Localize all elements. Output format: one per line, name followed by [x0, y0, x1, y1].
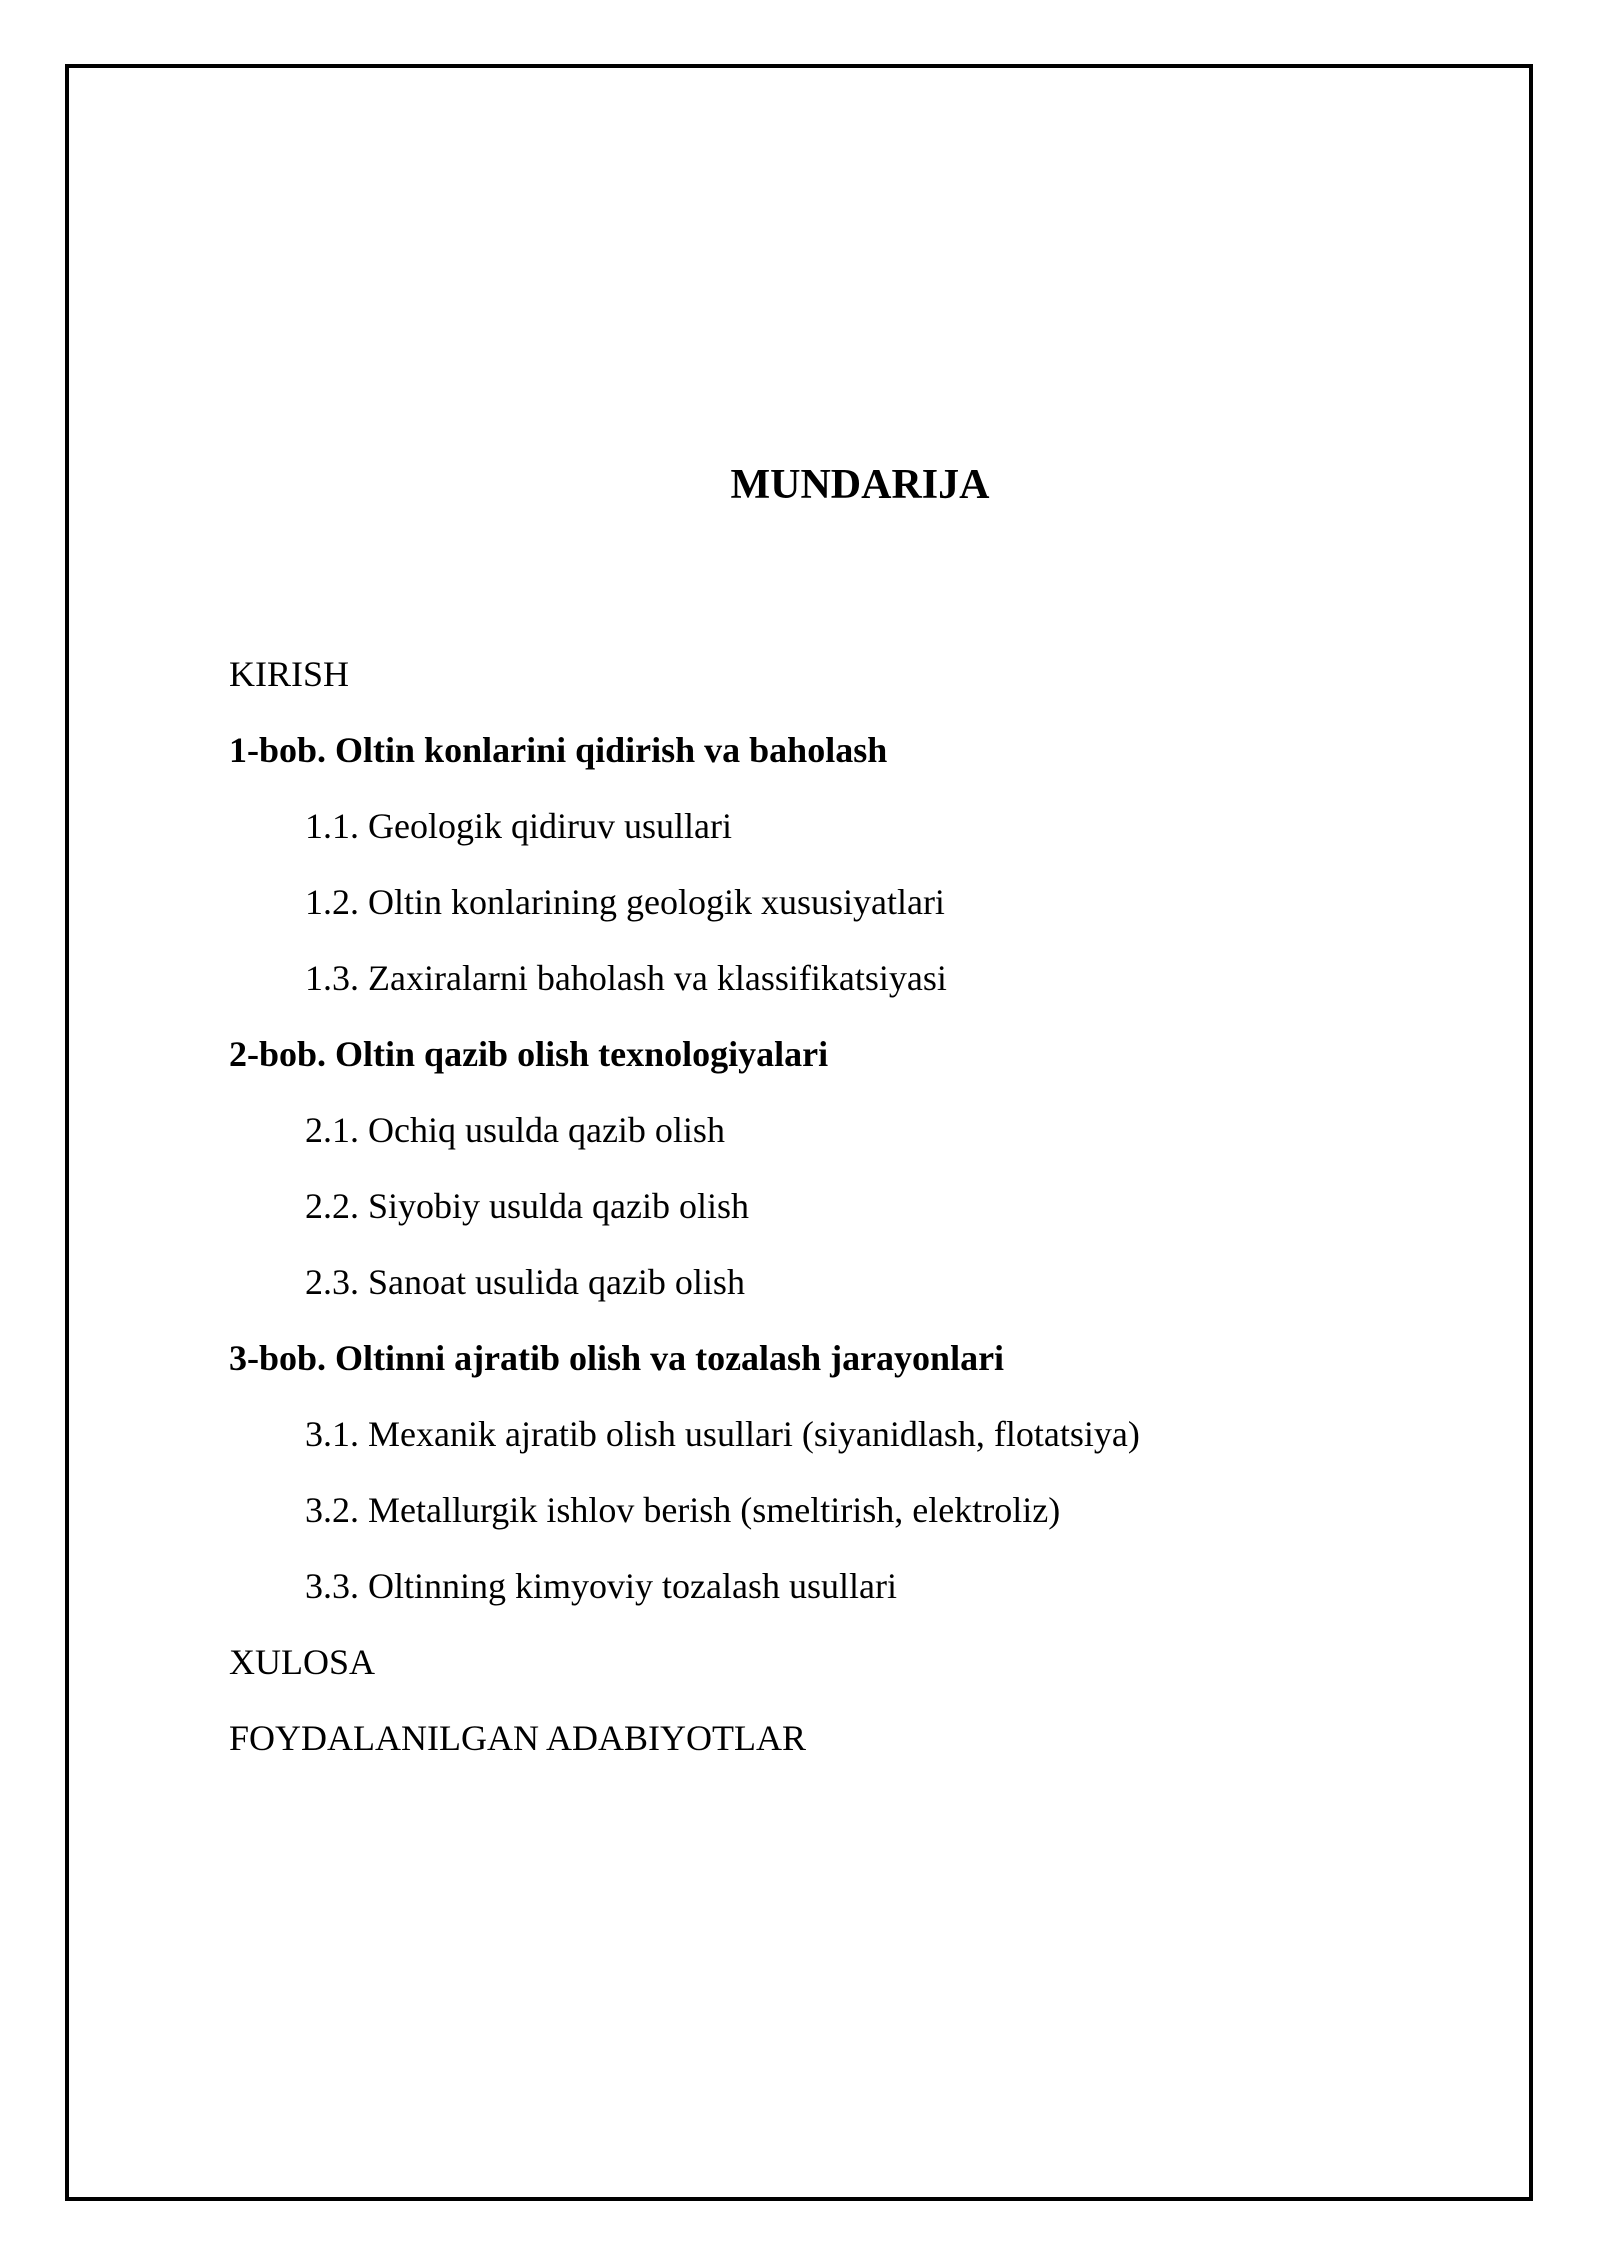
toc-chapter-1: 1-bob. Oltin konlarini qidirish va baholash — [229, 730, 888, 770]
page-title: MUNDARIJA — [730, 462, 990, 508]
toc-chapter-3: 3-bob. Oltinni ajratib olish va tozalash jarayonlari — [229, 1338, 1005, 1378]
toc-section-2-3: 2.3. Sanoat usulida qazib olish — [305, 1262, 745, 1302]
toc-section-2-2: 2.2. Siyobiy usulda qazib olish — [305, 1186, 749, 1226]
toc-section-2-1: 2.1. Ochiq usulda qazib olish — [305, 1110, 725, 1150]
toc-item-introduction: KIRISH — [229, 654, 350, 694]
toc-section-3-1: 3.1. Mexanik ajratib olish usullari (siyanidlash, flotatsiya) — [305, 1414, 1140, 1454]
toc-section-1-2: 1.2. Oltin konlarining geologik xususiyatlari — [305, 882, 945, 922]
toc-section-3-2: 3.2. Metallurgik ishlov berish (smeltirish, elektroliz) — [305, 1490, 1061, 1530]
toc-section-1-3: 1.3. Zaxiralarni baholash va klassifikatsiyasi — [305, 958, 947, 998]
table-of-contents — [229, 636, 1479, 1776]
toc-item-conclusion: XULOSA — [229, 1642, 376, 1682]
toc-item-references: FOYDALANILGAN ADABIYOTLAR — [229, 1718, 806, 1758]
toc-section-1-1: 1.1. Geologik qidiruv usullari — [305, 806, 732, 846]
toc-chapter-2: 2-bob. Oltin qazib olish texnologiyalari — [229, 1034, 829, 1074]
toc-section-3-3: 3.3. Oltinning kimyoviy tozalash usullari — [305, 1566, 897, 1606]
